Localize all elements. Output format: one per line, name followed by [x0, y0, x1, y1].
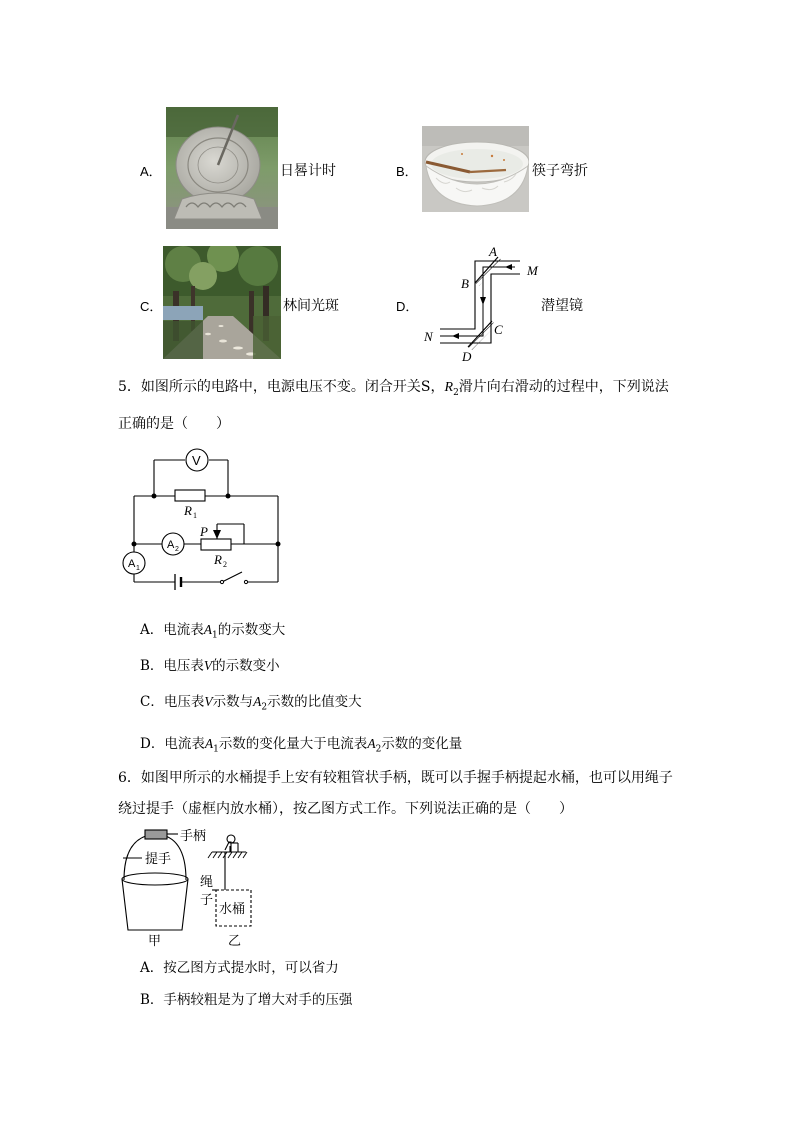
label-c: C [494, 322, 503, 337]
chopsticks-bowl-photo [422, 126, 529, 212]
slider-label: P [200, 524, 208, 539]
sundial-photo [166, 107, 278, 229]
option-letter: B． [396, 164, 418, 179]
rope-label-2: 子 [200, 893, 214, 908]
periscope-diagram [420, 243, 540, 365]
option-caption: 筷子弯折 [532, 163, 588, 179]
label-n: N [424, 329, 433, 344]
ammeter-a1-label: A [128, 558, 136, 570]
rope-label-1: 绳 [200, 875, 214, 890]
question-stem-line2: 正确的是（ ） [118, 416, 230, 432]
q5-option-c: C．电压表V示数与$A_2$示数的比值变大 [140, 694, 362, 713]
voltmeter-label: V [192, 453, 201, 468]
ammeter-a2-label: A [167, 539, 175, 551]
bucket-figure [118, 826, 268, 948]
option-letter: D． [396, 299, 419, 314]
question-stem-line2: 绕过提手（虚框内放水桶），按乙图方式工作。下列说法正确的是（ ） [118, 801, 573, 817]
option-letter: A． [140, 164, 162, 179]
grip-label: 提手 [145, 852, 172, 867]
svg-text:2: 2 [223, 560, 227, 569]
label-a: A [489, 244, 497, 259]
figure-yi-label: 乙 [228, 934, 242, 948]
q5-option-b: B．电压表V的示数变小 [140, 658, 280, 674]
r2-label: R [214, 552, 222, 567]
figure-jia-label: 甲 [148, 934, 162, 948]
option-caption: 潜望镜 [541, 298, 583, 314]
svg-text:1: 1 [193, 511, 197, 520]
q5-option-d: D．电流表$A_1$示数的变化量大于电流表$A_2$示数的变化量 [140, 736, 463, 755]
svg-text:2: 2 [175, 546, 179, 553]
q6-option-a: A．按乙图方式提水时，可以省力 [140, 960, 339, 976]
q5-option-a: A．电流表$A_1$的示数变大 [140, 622, 286, 641]
handle-label: 手柄 [180, 829, 207, 844]
question-stem-line1: 6．如图甲所示的水桶提手上安有较粗管状手柄，既可以手握手柄提起水桶，也可以用绳子 [118, 770, 673, 786]
q6-option-b: B．手柄较粗是为了增大对手的压强 [140, 992, 353, 1008]
option-letter: C． [140, 299, 163, 314]
circuit-diagram [118, 444, 288, 594]
question-stem-line1: 5．如图所示的电路中，电源电压不变。闭合开关S，$R_2$滑片向右滑动的过程中，下列说法 [118, 379, 669, 398]
forest-path-photo [163, 246, 281, 359]
label-m: M [527, 263, 538, 278]
svg-text:1: 1 [136, 565, 140, 572]
label-b: B [461, 276, 469, 291]
bucket-label: 水桶 [219, 902, 246, 917]
option-caption: 日晷计时 [280, 163, 336, 179]
option-caption: 林间光斑 [283, 298, 339, 314]
r1-label: R [184, 503, 192, 518]
label-d: D [462, 349, 472, 364]
